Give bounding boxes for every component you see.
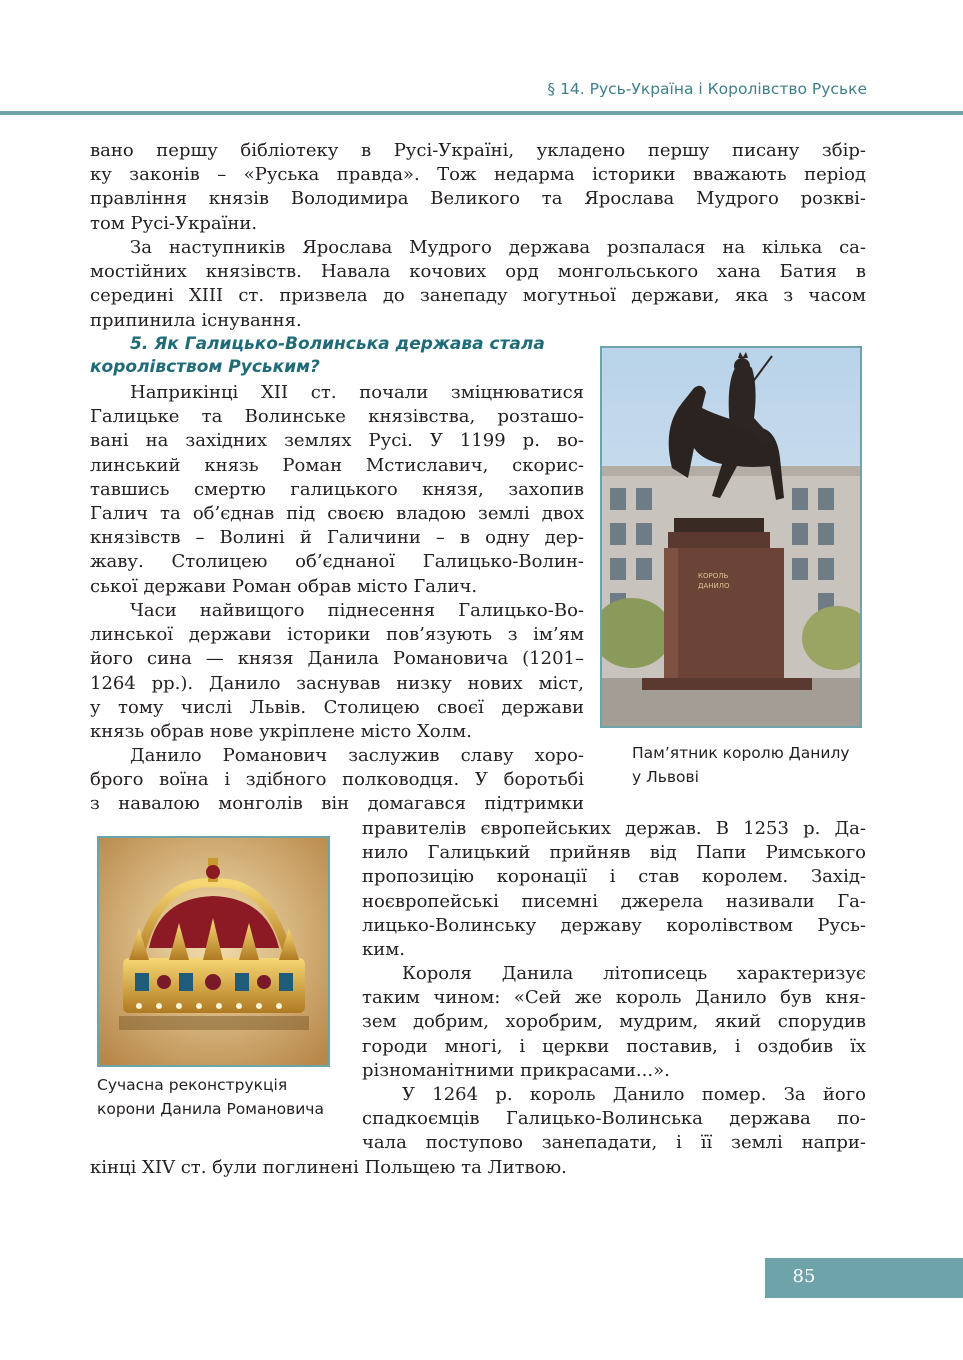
text-line: городи многі, і церкви поставив, і оздобив їх (362, 1035, 866, 1057)
text-line: брого воїна і здібного полководця. У боротьбі (90, 769, 584, 791)
paragraph-5-part-2 (362, 817, 866, 962)
text-line: різноманітними прикрасами...». (362, 1059, 670, 1081)
text-line: линської держави історики пов’язують з ім’ям (90, 624, 584, 646)
paragraph-3 (90, 381, 584, 599)
monument-photo (600, 346, 862, 728)
running-header: § 14. Русь-Україна і Королівство Руське (547, 80, 867, 98)
pedestal-inscription: КОРОЛЬ (698, 572, 729, 580)
text-line: ської держави Роман обрав місто Галич. (90, 575, 478, 597)
text-line: спадкоємців Галицько-Волинська держава по- (362, 1108, 866, 1130)
caption-line: Пам’ятник королю Данилу (632, 744, 850, 762)
text-line: з навалою монголів він домагався підтримки (90, 793, 584, 815)
pedestal-inscription: ДАНИЛО (698, 582, 730, 590)
crown-illustration (99, 838, 328, 1065)
text-line: лицько-Волинську державу королівством Русь- (362, 914, 866, 936)
text-line: Данило Романович заслужив славу хоро- (130, 745, 584, 766)
paragraph-4 (90, 599, 584, 744)
text-line: у тому числі Львів. Столицею своєї держави (90, 696, 584, 718)
caption-line: корони Данила Романовича (97, 1100, 324, 1118)
text-line: ку законів – «Руська правда». Тож недарма історики вважають період (90, 164, 866, 186)
text-line: зем добрим, хоробрим, мудрим, який спорудив (362, 1011, 866, 1033)
text-line: таким чином: «Сей же король Данило був кня- (362, 987, 866, 1009)
heading-line: 5. Як Галицько-Волинська держава стала (130, 334, 545, 354)
text-line: жаву. Столицею об’єднаної Галицько-Волин- (90, 551, 584, 573)
paragraph-6 (362, 962, 866, 1083)
crown-caption (97, 1073, 324, 1121)
text-line: линський князь Роман Мстиславич, скорис- (90, 454, 584, 476)
text-line: Короля Данила літописець характеризує (402, 963, 866, 984)
paragraph-1 (90, 139, 866, 236)
text-line: князь обрав нове укріплене місто Холм. (90, 721, 472, 743)
caption-line: у Львові (632, 768, 699, 786)
text-line: вано першу бібліотеку в Русі-Україні, укладено першу писану збір- (90, 140, 866, 161)
paragraph-5-part-1 (90, 744, 584, 817)
text-line: правителів європейських держав. В 1253 р. Да- (362, 818, 866, 839)
text-line: том Русі-України. (90, 212, 258, 234)
text-line: Часи найвищого піднесення Галицько-Во- (130, 600, 584, 621)
text-line: пропозицію коронації і став королем. Захід- (362, 866, 866, 888)
text-line: У 1264 р. король Данило помер. За його (402, 1084, 866, 1105)
paragraph-7-part-2 (90, 1156, 866, 1180)
monument-caption (632, 741, 850, 789)
text-line: його сина — князя Данила Романовича (1201– (90, 648, 584, 670)
text-line: правління князів Володимира Великого та Ярослава Мудрого розкві- (90, 188, 866, 210)
paragraph-2 (90, 236, 866, 333)
text-line: князівств – Волині й Галичини – в одну дер- (90, 527, 584, 549)
page-number: 85 (792, 1266, 816, 1287)
section-heading (90, 333, 590, 379)
text-line: 1264 рр.). Данило заснував низку нових міст, (90, 672, 584, 694)
text-line: Наприкінці XII ст. почали зміцнюватися (130, 382, 584, 403)
paragraph-7-part-1 (362, 1083, 866, 1156)
text-line: Галич та об’єднав під своєю владою землі двох (90, 503, 584, 525)
text-line: За наступників Ярослава Мудрого держава розпалася на кілька са- (130, 237, 866, 258)
text-line: ноєвропейські писемні джерела називали Га- (362, 890, 866, 912)
monument-illustration (602, 348, 860, 726)
crown-photo (97, 836, 330, 1067)
text-line: кінці XIV ст. були поглинені Польщею та Литвою. (90, 1157, 567, 1178)
header-rule (0, 111, 963, 115)
text-line: тавшись смертю галицького князя, захопив (90, 478, 584, 500)
text-line: чала поступово занепадати, і її землі напри- (362, 1132, 866, 1154)
text-line: вані на західних землях Русі. У 1199 р. во- (90, 430, 584, 452)
heading-line: королівством Руським? (90, 357, 320, 377)
text-line: середині XIII ст. призвела до занепаду могутньої держави, яка з часом (90, 285, 866, 307)
text-line: ким. (362, 939, 405, 961)
text-line: Галицьке та Волинське князівства, розташо- (90, 406, 584, 428)
text-line: нило Галицький прийняв від Папи Римського (362, 842, 866, 864)
text-line: припинила існування. (90, 309, 302, 331)
text-line: мостійних князівств. Навала кочових орд монгольського хана Батия в (90, 261, 866, 283)
caption-line: Сучасна реконструкція (97, 1076, 288, 1094)
